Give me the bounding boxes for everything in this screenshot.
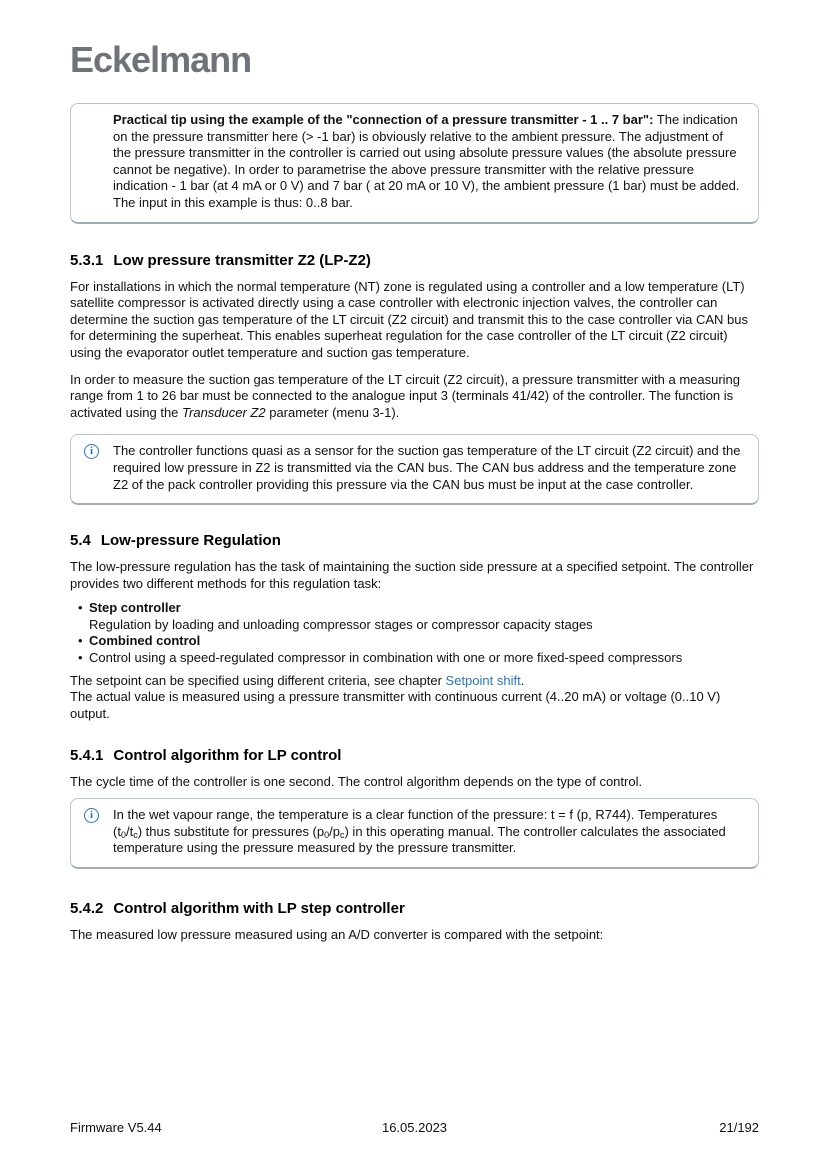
para-54-2-post: .	[520, 672, 525, 688]
para-531-2-post: parameter (menu 3-1).	[265, 404, 400, 420]
info-seg: /t	[125, 823, 134, 839]
heading-number: 5.4	[70, 532, 91, 550]
tip-body-text: The indication on the pressure transmitter here (> -1 bar) is obviously relative to the ambient pressure. The adjustment of the pressure transmitter in the controller is carried out using absolute pressure values (the absolute pressure cannot be negative). In order to parametrise the above pressure transmitter with the relative pressure indication - 1 bar (at 4 mA or 0 V) and 7 bar ( at 20 mA or 10 V), the ambient pressure (1 bar) must be added. The input in this example is thus: 0..8 bar.	[113, 112, 740, 210]
page-content	[70, 0, 759, 943]
info-seg: In the wet vapour range, the temperature is a clear function of the pressure: t = f (p, R744). Temperatures (t	[113, 807, 718, 839]
heading-5-4-2	[70, 899, 759, 918]
para-54-1: The low-pressure regulation has the task of maintaining the suction side pressure at a specified setpoint. The controller provides two different methods for this regulation task:	[70, 559, 754, 591]
subscript: 0	[324, 829, 330, 840]
para-531-1: For installations in which the normal temperature (NT) zone is regulated using a controller and a low temperature (LT) satellite compressor is activated directly using a case controller with electronic injection valves, the controller can determine the suction gas temperature of the LT circuit (Z2 circuit) and transmit this to the case controller via CAN bus for determining the superheat. This enables superheat regulation for the case controller of the LT circuit (Z2 circuit) using the evaporator outlet temperature and suction gas temperature.	[70, 278, 748, 360]
combined-control-label: Combined control	[89, 633, 201, 649]
list-item	[78, 600, 759, 633]
footer-date: 16.05.2023	[381, 1120, 448, 1135]
info-seg: ) thus substitute for pressures (p	[137, 823, 325, 839]
bullet-icon: •	[78, 650, 83, 666]
para-54-2-pre: The setpoint can be specified using different criteria, see chapter	[70, 672, 446, 688]
heading-5-4	[70, 531, 759, 550]
heading-number: 5.4.2	[70, 899, 104, 917]
list-item	[78, 650, 759, 667]
heading-5-4-1	[70, 746, 759, 765]
bullet-icon: •	[78, 600, 83, 616]
practical-tip-box	[70, 103, 759, 224]
para-542-1: The measured low pressure measured using an A/D converter is compared with the setpoint:	[70, 926, 604, 942]
info-box-541-text	[113, 807, 726, 855]
heading-title: Control algorithm with LP step controller	[113, 899, 405, 917]
setpoint-shift-link[interactable]: Setpoint shift	[445, 672, 521, 688]
eckelmann-logo: Eckelmann	[70, 39, 252, 80]
info-icon: i	[84, 444, 99, 459]
heading-5-3-1	[70, 251, 759, 270]
regulation-methods-list	[70, 600, 759, 666]
info-box-531	[70, 434, 759, 505]
bullet-icon: •	[78, 633, 83, 649]
step-controller-label: Step controller	[89, 600, 181, 616]
heading-title: Low pressure transmitter Z2 (LP-Z2)	[113, 251, 371, 269]
tip-bold-lead: Practical tip using the example of the "connection of a pressure transmitter - 1 .. 7 bar":	[113, 112, 654, 127]
para-54-3: The actual value is measured using a pressure transmitter with continuous current (4..20 mA) or voltage (0..10 V) output.	[70, 689, 721, 721]
page-footer	[70, 1120, 759, 1137]
para-531-2	[70, 372, 759, 422]
transducer-z2-param: Transducer Z2	[182, 404, 266, 420]
para-541-1: The cycle time of the controller is one second. The control algorithm depends on the type of control.	[70, 774, 643, 790]
combined-control-desc: Control using a speed-regulated compressor in combination with one or more fixed-speed compressors	[89, 650, 683, 666]
heading-number: 5.4.1	[70, 747, 104, 765]
info-box-531-text: The controller functions quasi as a sensor for the suction gas temperature of the LT circuit (Z2 circuit) and the required low pressure in Z2 is transmitted via the CAN bus. The CAN bus address and the temperature zone Z2 of the pack controller providing this pressure via the CAN bus must be input at the case controller.	[113, 443, 741, 492]
footer-firmware-version: Firmware V5.44	[70, 1120, 162, 1135]
info-seg: ) in this operating manual. The controller calculates the associated temperature using the pressure measured by the pressure transmitter.	[113, 823, 726, 856]
list-item	[78, 633, 759, 650]
list-item-text	[89, 600, 759, 633]
para-531-2-pre: In order to measure the suction gas temperature of the LT circuit (Z2 circuit), a pressure transmitter with a measuring range from 1 to 26 bar must be connected to the analogue input 3 (terminals 41/42) of the controller. The function is activated using the	[70, 371, 741, 420]
para-54-2	[70, 673, 759, 690]
subscript: c	[339, 829, 345, 840]
info-icon: i	[84, 808, 99, 823]
subscript: 0	[120, 829, 126, 840]
footer-page-number: 21/192	[719, 1120, 760, 1135]
subscript: c	[133, 829, 138, 840]
info-seg: /p	[329, 823, 340, 839]
info-box-541	[70, 798, 759, 869]
heading-title: Control algorithm for LP control	[113, 747, 342, 765]
heading-number: 5.3.1	[70, 251, 104, 269]
step-controller-desc: Regulation by loading and unloading compressor stages or compressor capacity stages	[89, 616, 593, 632]
heading-title: Low-pressure Regulation	[100, 532, 281, 550]
